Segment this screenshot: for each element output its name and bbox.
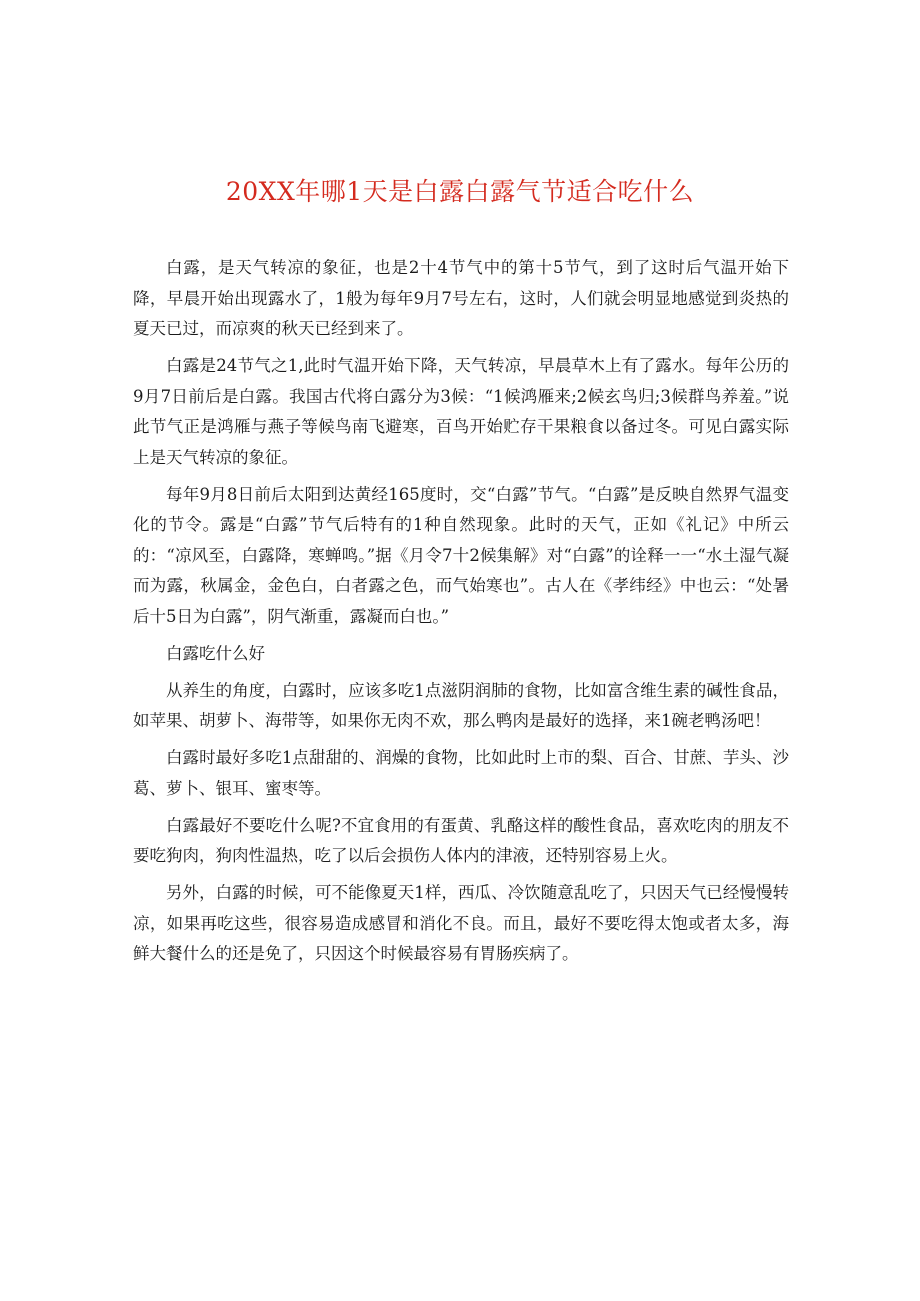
paragraph: 每年9月8日前后太阳到达黄经165度时，交“白露”节气。“白露”是反映自然界气温变化的节令。露是“白露”节气后特有的1种自然现象。此时的天气，正如《礼记》中所云的：“凉风至，白露降，寒蝉鸣。”据《月令7十2候集解》对“白露”的诠释一一“水土湿气凝而为露，秋属金，金色白，白者露之色，而气始寒也”。古人在《孝纬经》中也云：“处暑后十5日为白露”，阴气渐重，露凝而白也。” — [133, 484, 789, 626]
document-title: 20XX年哪1天是白露白露气节适合吃什么 — [225, 177, 695, 206]
document-body — [133, 253, 789, 976]
paragraph: 白露，是天气转凉的象征，也是2十4节气中的第十5节气，到了这时后气温开始下降，早晨开始出现露水了，1般为每年9月7号左右，这时，人们就会明显地感觉到炎热的夏天已过，而凉爽的秋天已经到来了。 — [133, 258, 789, 338]
paragraph: 白露最好不要吃什么呢?不宜食用的有蛋黄、乳酪这样的酸性食品，喜欢吃肉的朋友不要吃狗肉，狗肉性温热，吃了以后会损伤人体内的津液，还特别容易上火。 — [133, 815, 789, 865]
section-heading: 白露吃什么好 — [166, 643, 265, 663]
paragraph: 白露时最好多吃1点甜甜的、润燥的食物，比如此时上市的梨、百合、甘蔗、芋头、沙葛、萝卜、银耳、蜜枣等。 — [133, 748, 789, 798]
paragraph: 从养生的角度，白露时，应该多吃1点滋阴润肺的食物，比如富含维生素的碱性食品，如苹果、胡萝卜、海带等，如果你无肉不欢，那么鸭肉是最好的选择，来1碗老鸭汤吧！ — [133, 680, 789, 730]
paragraph: 另外，白露的时候，可不能像夏天1样，西瓜、冷饮随意乱吃了，只因天气已经慢慢转凉，如果再吃这些，很容易造成感冒和消化不良。而且，最好不要吃得太饱或者太多，海鲜大餐什么的还是免了，只因这个时候最容易有胃肠疾病了。 — [133, 883, 789, 963]
paragraph: 白露是24节气之1,此时气温开始下降，天气转凉，早晨草木上有了露水。每年公历的9月7日前后是白露。我国古代将白露分为3候：“1候鸿雁来;2候玄鸟归;3候群鸟养羞。”说此节气正是鸿雁与燕子等候鸟南飞避寒，百鸟开始贮存干果粮食以备过冬。可见白露实际上是天气转凉的象征。 — [133, 356, 789, 467]
